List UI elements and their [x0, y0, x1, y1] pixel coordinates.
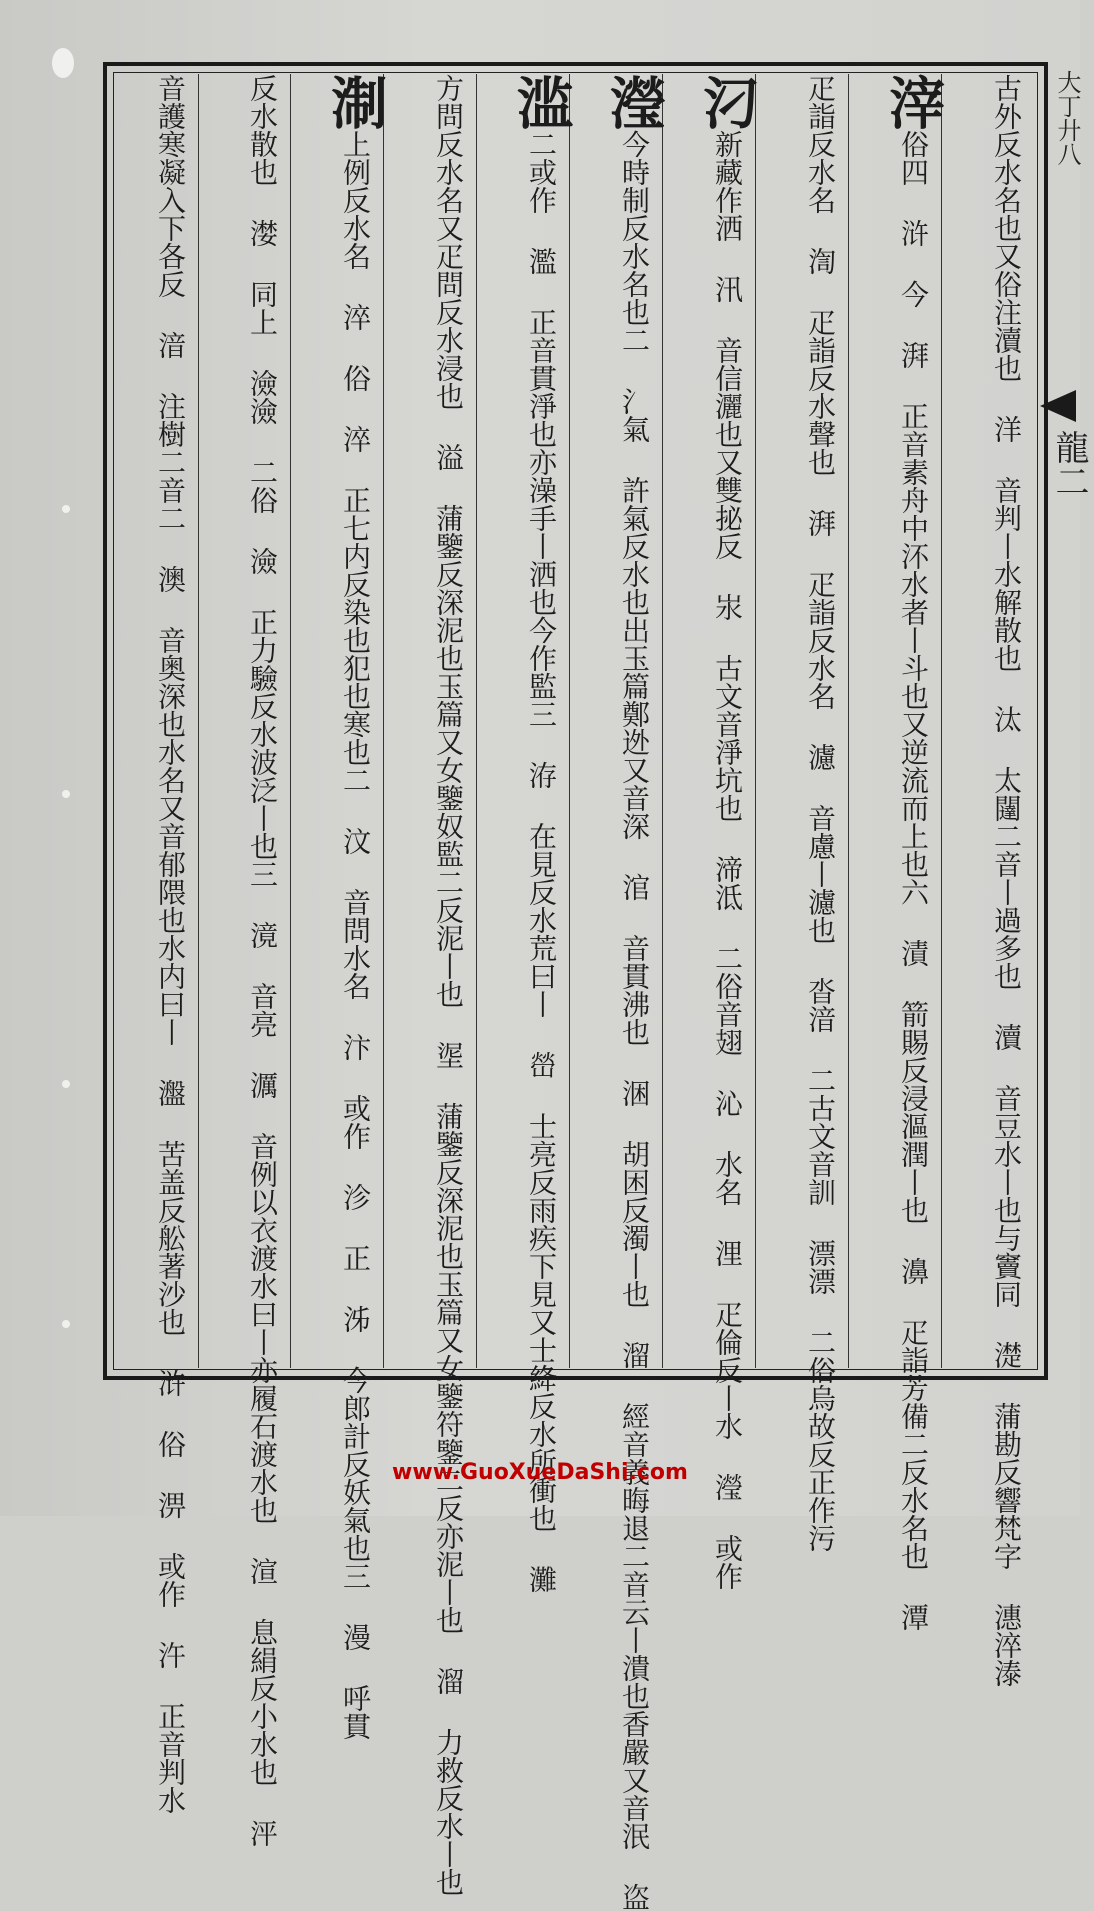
watermark: www.GuoXueDaShi.com [392, 1460, 688, 1485]
column-text: 音護寒凝入下各反 湆 注樹二音二 澳 音奥深也水名又音郁隈也水内曰丨 瀊 苦盖反舩著沙也 浒 俗 淠 或作 汻 正音判水 [154, 74, 187, 1814]
column-rule [569, 74, 570, 1368]
column-text: 今時制反水名也二 氵氣 許氣反水也出玉篇鄭迯又音深 涫 音貫沸也 涃 胡困反濁丨也 溜 經音義晦退二音云丨潰也香嚴又音泯 盗 [618, 130, 651, 1911]
fish-tail-mark [1040, 390, 1076, 422]
column-rule [198, 74, 199, 1368]
binding-hole [62, 1320, 70, 1328]
column-rule [941, 74, 942, 1368]
binding-hole [62, 1080, 70, 1088]
section-label: 龍二 [1049, 430, 1089, 498]
column-head-char: 汈 [694, 74, 760, 130]
column-text: 方問反水名又疋問反水浸也 溢 蒲鑒反深泥也玉篇又女鑒奴監二反泥丨也 埿 蒲鑒反深泥也玉篇又女鑒符鑒二反亦泥丨也 溜 力救反水丨也 [432, 74, 465, 1896]
column-text: 俗四 浒 今 湃 正音素舟中㳅水者丨斗也又逆流而上也六 漬 箭賜反浸漚潤丨也 濞 疋詣芳備二反水名也 潭 [897, 130, 930, 1631]
binding-hole [62, 790, 70, 798]
text-column-7 [390, 74, 476, 1896]
text-column-1 [948, 74, 1034, 1687]
text-column-2 [855, 74, 946, 1631]
column-head-char: 淛 [322, 74, 388, 130]
column-rule [755, 74, 756, 1368]
column-text: 反水散也 漤 同上 澰澰 二俗 澰 正力驗反水波泛丨也三 滰 音亮 濿 音例以衣渡水曰丨亦履石渡水也 渲 息絹反小水也 泙 [246, 74, 279, 1847]
column-rule [383, 74, 384, 1368]
binding-hole [62, 505, 70, 513]
column-text: 二或作 濫 正音貫淨也亦澡手丨洒也今作監三 洊 在見反水荒曰丨 嵤 士亮反雨疾下見又士絳反水所衝也 灘 [525, 130, 558, 1593]
column-rule [848, 74, 849, 1368]
column-text: 新藏作洒 汛 音信灑也又雙㧙反 汖 古文音淨坑也 渧泜 二俗音翅 沁 水名 浬 疋倫反丨水 瀅 或作 [711, 130, 744, 1590]
column-head-char: 滓 [880, 74, 946, 130]
text-column-4 [669, 74, 760, 1590]
volume-label: 大丁廾八 [1053, 70, 1081, 166]
text-column-5 [576, 74, 667, 1911]
column-rule [662, 74, 663, 1368]
column-rule [476, 74, 477, 1368]
column-text: 上例反水名 淬 俗 淬 正七内反染也犯也寒也二 汶 音問水名 汴 或作 沴 正 泲 今郎計反妖氣也三 漫 呼貫 [339, 130, 372, 1740]
text-column-9 [204, 74, 290, 1847]
column-head-char: 滥 [508, 74, 574, 130]
column-text: 疋詣反水名 渹 疋詣反水聲也 湃 疋詣反水名 濾 音慮丨濾也 沓湆 二古文音訓 漂漂 二俗烏故反正作污 [804, 74, 837, 1552]
column-rule [290, 74, 291, 1368]
text-column-8 [297, 74, 388, 1740]
column-text: 古外反水名也又俗注瀆也 洋 音判丨水解散也 汰 太闥二音丨過多也 瀆 音豆水丨也与竇同 濋 蒲勘反響梵字 潓淬溙 [990, 74, 1023, 1687]
text-column-10 [116, 74, 198, 1814]
text-column-6 [483, 74, 574, 1593]
column-head-char: 瀅 [601, 74, 667, 130]
text-column-3 [762, 74, 848, 1552]
binding-hole [52, 48, 74, 78]
